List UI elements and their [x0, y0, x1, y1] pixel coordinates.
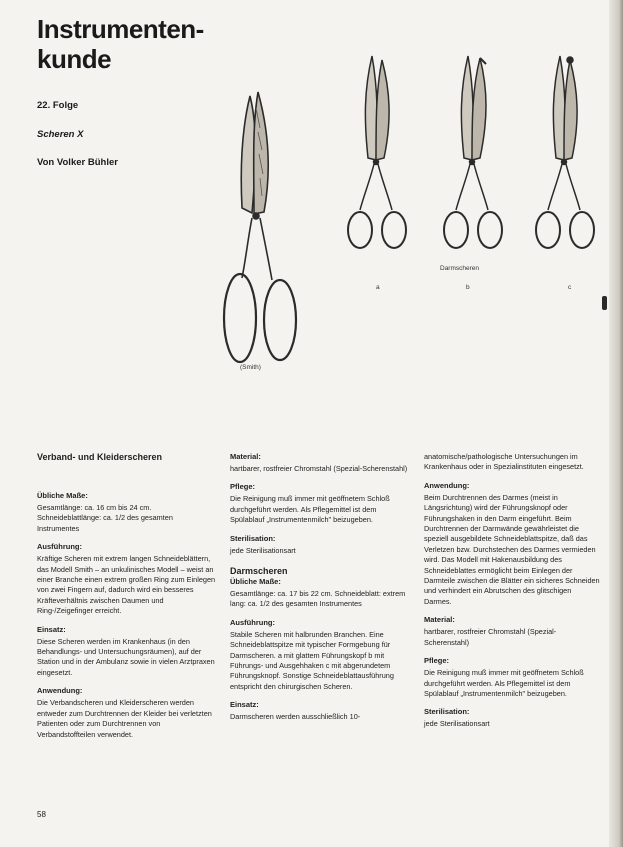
text-pflege: Die Reinigung muß immer mit geöffnetem Schloß durchgeführt werden. Als Pflegemittel ist dem Spülablauf „Instrumentenmilch" beizugeben.: [230, 494, 390, 525]
title-line-2: kunde: [37, 44, 112, 74]
text-einsatz-2: Darmscheren werden ausschließlich 10-: [230, 712, 361, 722]
column-2: [230, 452, 410, 723]
section-heading-verband: Verband- und Kleiderscheren: [37, 452, 163, 462]
series-number: 22. Folge: [37, 100, 79, 111]
text-material: hartbarer, rostfreier Chromstahl (Spezial-Scherenstahl): [230, 464, 408, 473]
darmschere-c-illustration: [530, 50, 602, 250]
text-pflege-3: Die Reinigung muß immer mit geöffnetem Schloß durchgeführt werden. Als Pflegemittel ist dem Spülablauf „Instrumentenmilch" beizugeben.: [424, 668, 584, 698]
text-anwendung: Die Verbandscheren und Kleiderscheren werden entweder zum Durchtrennen der Kleider bei verletzten Patienten oder zum Durchtrennen von Verbandstoffteilen verwendet.: [37, 698, 212, 739]
heading-einsatz-2: Einsatz:: [230, 700, 259, 710]
text-masse: Gesamtlänge: ca. 16 cm bis 24 cm. Schneideblattlänge: ca. 1/2 des gesamten Instrumentes: [37, 503, 173, 533]
label-b: b: [466, 284, 470, 291]
heading-einsatz: Einsatz:: [37, 624, 66, 634]
label-c: c: [568, 284, 572, 291]
darmscheren-caption: Darmscheren: [440, 265, 480, 272]
heading-pflege: Pflege:: [230, 482, 256, 492]
heading-anwendung-3: Anwendung:: [424, 480, 470, 490]
text-anwendung-3: Beim Durchtrennen des Darmes (meist in Längsrichtung) wird der Führungsknopf oder Führungshaken in den Darm eingeführt. Beim Durchtrennen der Darmwände gewährleistet die speziell ausgebildete Schneideblattspitze, daß das Verletzen bzw. Durchstechen des Darmes vermieden wird. Das Modell mit Hakenausbildung des Schneideblattes ermöglicht beim Einlegen der Darmteile zwischen die Blätter ein sicheres Schneiden und verhindert ein Abrutschen des glitschigen Darmes.: [424, 492, 600, 606]
title-line-1: Instrumenten-: [37, 14, 204, 44]
heading-ausfuehrung-2: Ausführung:: [230, 617, 275, 627]
page-edge-shadow: [609, 0, 623, 847]
heading-sterilisation: Sterilisation:: [230, 533, 276, 543]
heading-material: Material:: [230, 452, 261, 461]
heading-masse: Übliche Maße:: [37, 491, 88, 500]
page-edge-mark: [602, 296, 607, 310]
heading-material-3: Material:: [424, 615, 455, 625]
heading-anwendung: Anwendung:: [37, 686, 83, 696]
smith-caption: (Smith): [240, 364, 261, 371]
column-1: [37, 452, 217, 740]
heading-sterilisation-3: Sterilisation:: [424, 707, 470, 717]
text-masse-2: Gesamtlänge: ca. 17 bis 22 cm. Schneideblatt: extrem lang: ca. 1/2 des gesamten Instrumentes: [230, 589, 406, 609]
page-title: [37, 14, 237, 74]
section-heading-darmscheren: Darmscheren: [230, 566, 288, 577]
text-sterilisation: jede Sterilisationsart: [230, 545, 296, 555]
heading-ausfuehrung: Ausführung:: [37, 542, 82, 552]
darmschere-b-illustration: [438, 50, 510, 250]
text-ausfuehrung: Kräftige Scheren mit extrem langen Schneideblättern, das Modell Smith – an unkulinisches Modell – weist an einer Branche einen extrem großen Ring zum Einlegen von zwei Fingern auf, dadurch wird ein besseres Kräfteverhältnis zwischen Daumen und Ring-/Zeigefinger erreicht.: [37, 554, 216, 616]
label-a: a: [376, 284, 380, 291]
text-einsatz: Diese Scheren werden im Krankenhaus (in den Behandlungs- und Untersuchungsräumen), auf der Station und in der Ambulanz sowie in vielen Arztpraxen eingesetzt.: [37, 636, 215, 677]
author: Von Volker Bühler: [37, 157, 118, 168]
column-3: [424, 452, 600, 730]
text-material-3: hartbarer, rostfreier Chromstahl (Spezial-Scherenstahl): [424, 627, 557, 647]
smith-scissors-illustration: [212, 88, 302, 368]
darmschere-a-illustration: [342, 50, 414, 250]
text-intro: anatomische/pathologische Untersuchungen im Krankenhaus oder in Spezialinstituten eingesetzt.: [424, 452, 584, 472]
heading-masse-2: Übliche Maße:: [230, 577, 281, 587]
text-sterilisation-3: jede Sterilisationsart: [424, 719, 490, 729]
heading-pflege-3: Pflege:: [424, 656, 450, 666]
text-ausfuehrung-2: Stabile Scheren mit halbrunden Branchen. Eine Schneideblattspitze mit typischer Formgebung für Darmscheren. a mit glattem Führungskopf b mit Führungs- und Ausgehhaken c mit abgerundetem Führungsknopf. Sonstige Schneideblattausführung entspricht den chirurgischen Scheren.: [230, 629, 394, 691]
page-number: 58: [37, 810, 46, 819]
topic: Scheren X: [37, 129, 84, 140]
